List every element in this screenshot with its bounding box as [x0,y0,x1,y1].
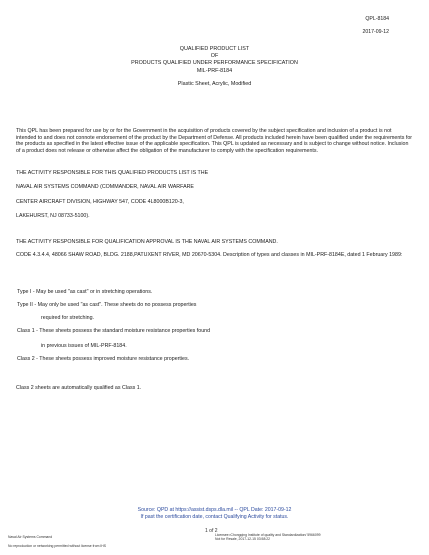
document-date: 2017-09-12 [362,29,389,35]
activity-line-1: NAVAL AIR SYSTEMS COMMAND (COMMANDER, NAVAL AIR WARFARE [16,184,194,190]
footer-licensee: Licensee=Chongqing Institute of quality and Standardization/ 5966099 [215,533,321,537]
type-2-description: Type II - May only be used "as cast". These sheets do no possess properties [17,302,197,308]
class-1-description: Class 1 - These sheets possess the standard moisture resistance properties found [17,328,211,334]
title-line-1: QUALIFIED PRODUCT LIST [179,46,250,52]
qualification-paragraph: CODE 4.3.4.4, 48066 SHAW ROAD, BLDG. 2188,PATUXENT RIVER, MD 20670-5304. Description of types and classes in MIL-PRF-8184E, dated 1 February 1989: [16,252,403,258]
title-line-2: OF [210,53,219,59]
class-1-description-cont: in previous issues of MIL-PRF-8184. [41,343,127,349]
class-note: Class 2 sheets are automatically qualified as Class 1. [16,385,142,391]
document-id: QPL-8184 [365,16,389,22]
title-line-3: PRODUCTS QUALIFIED UNDER PERFORMANCE SPECIFICATION [131,60,298,66]
footer-org: Naval Air Systems Command [8,535,53,539]
footer-resale: Not for Resale, 2017-12-15 03:58:22 [215,537,271,541]
class-2-description: Class 2 - These sheets possess improved moisture resistance properties. [17,356,190,362]
source-line-1: Source: QPD at https://assist.dsps.dla.mil -- QPL Date: 2017-09-12 [137,507,292,513]
type-2-description-cont: required for stretching. [41,315,94,321]
spec-number: MIL-PRF-8184 [196,68,233,74]
page-number: 1 of 2 [205,528,218,534]
activity-line-2: CENTER AIRCRAFT DIVISION, HIGHWAY 547, CODE 4L8000B120-3, [16,199,184,205]
activity-line-3: LAKEHURST, NJ 08733-5100). [16,213,90,219]
footer-license-note: No reproduction or networking permitted without license from IHS [8,544,106,548]
intro-paragraph: This QPL has been prepared for use by or for the Government in the acquisition of products covered by the subject specification and inclusion of a product is not intended to and does not connote endorsement of the product by the Department of Defense. All products included herein have been qualified under the requirements for the products as specified in the latest effective issue of the applicable specification. This QPL is updated as necessary and is subject to change without notice. Inclusion of a product does not release or otherwise affect the obligation of the manufacturer to comply with the specification requirements. [16,128,413,154]
activity-heading: THE ACTIVITY RESPONSIBLE FOR THIS QUALIFIED PRODUCTS LIST IS THE [16,170,209,176]
type-1-description: Type I - May be used "as cast" or in stretching operations. [17,289,153,295]
product-name: Plastic Sheet, Acrylic, Modified [177,81,252,87]
source-line-2: If past the certification date, contact Qualifying Activity for status. [140,514,289,520]
qualification-heading: THE ACTIVITY RESPONSIBLE FOR QUALIFICATION APPROVAL IS THE NAVAL AIR SYSTEMS COMMAND. [16,239,278,245]
